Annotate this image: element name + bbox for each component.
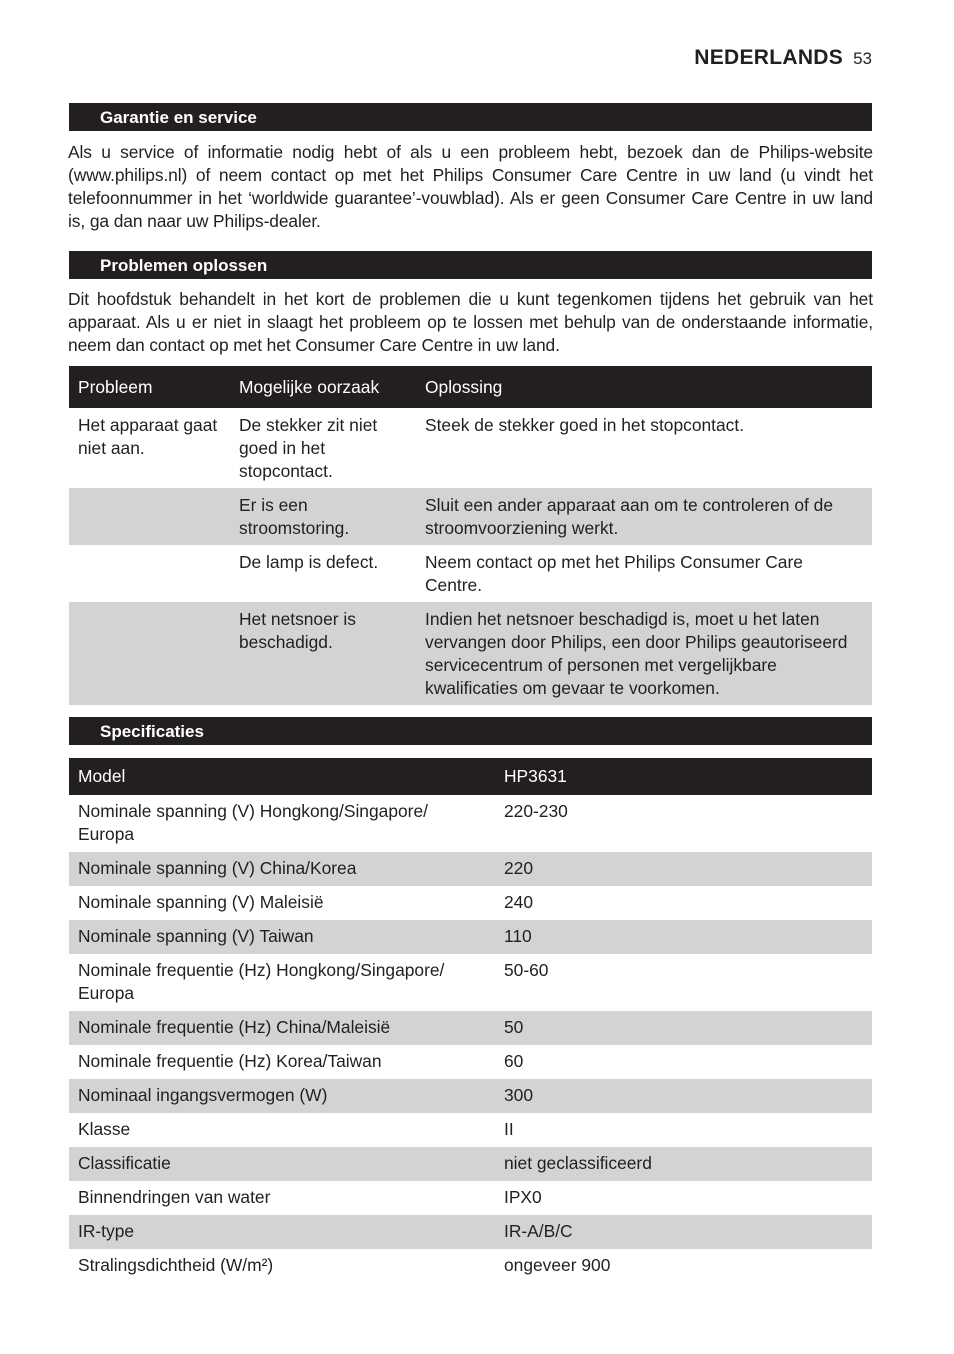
spec-value: 110 bbox=[495, 920, 872, 954]
spec-value: ongeveer 900 bbox=[504, 1255, 611, 1275]
table-row bbox=[69, 1249, 872, 1283]
spec-label: Classificatie bbox=[69, 1147, 495, 1181]
spec-label: IR-type bbox=[69, 1215, 495, 1249]
table-header-row bbox=[69, 758, 872, 795]
spec-value: 220-230 bbox=[504, 801, 568, 821]
troubleshooting-paragraph: Dit hoofdstuk behandelt in het kort de problemen die u kunt tegenkomen tijdens het gebruik van het apparaat. Als u er niet in slaagt het probleem op te lossen met behulp van de onderstaande informatie, neem dan contact op met het Consumer Care Centre in uw land. bbox=[68, 289, 873, 355]
cause-cell: Er is een stroomstoring. bbox=[230, 488, 416, 545]
table-row bbox=[69, 1215, 872, 1249]
table-row bbox=[69, 920, 872, 954]
spec-value: IR-A/B/C bbox=[495, 1215, 872, 1249]
table-row bbox=[69, 1113, 872, 1147]
spec-label: Nominale frequentie (Hz) China/Maleisië bbox=[69, 1011, 495, 1045]
solution-cell: Indien het netsnoer beschadigd is, moet u het laten vervangen door Philips, een door Philips geautoriseerd servicecentrum of personen met vergelijkbare kwalificaties om gevaar te voorkomen. bbox=[416, 602, 872, 705]
table-row bbox=[69, 954, 872, 1011]
column-header: Mogelijke oorzaak bbox=[230, 366, 416, 408]
cause-cell: De stekker zit niet goed in het stopcontact. bbox=[239, 415, 378, 481]
table-row bbox=[69, 1181, 872, 1215]
spec-value: IPX0 bbox=[504, 1187, 542, 1207]
table-row bbox=[69, 852, 872, 886]
spec-value: 50 bbox=[495, 1011, 872, 1045]
table-row bbox=[69, 1045, 872, 1079]
solution-cell: Neem contact op met het Philips Consumer Care Centre. bbox=[425, 552, 803, 595]
spec-label: Binnendringen van water bbox=[78, 1187, 271, 1207]
problem-cell bbox=[69, 545, 230, 602]
table-row bbox=[69, 1147, 872, 1181]
spec-value: 50-60 bbox=[504, 960, 549, 980]
spec-value: 240 bbox=[504, 892, 534, 912]
spec-label: Klasse bbox=[78, 1119, 131, 1139]
spec-label: Nominale spanning (V) Taiwan bbox=[69, 920, 495, 954]
specifications-table bbox=[69, 758, 872, 1283]
problem-cell bbox=[69, 602, 230, 705]
spec-label: Nominale spanning (V) China/Korea bbox=[69, 852, 495, 886]
spec-value: niet geclassificeerd bbox=[495, 1147, 872, 1181]
solution-cell: Steek de stekker goed in het stopcontact. bbox=[425, 415, 745, 435]
spec-label: Nominale frequentie (Hz) Hongkong/Singapore/ Europa bbox=[78, 960, 445, 1003]
spec-label: Nominaal ingangsvermogen (W) bbox=[69, 1079, 495, 1113]
spec-label: Stralingsdichtheid (W/m²) bbox=[78, 1255, 274, 1275]
table-row bbox=[69, 545, 872, 602]
table-row bbox=[69, 886, 872, 920]
spec-label: Nominale frequentie (Hz) Korea/Taiwan bbox=[78, 1051, 382, 1071]
warranty-paragraph: Als u service of informatie nodig hebt of als u een probleem hebt, bezoek dan de Philips-website (www.philips.nl) of neem contact op met het Philips Consumer Care Centre in uw land (u vindt het telefoonnummer in het ‘worldwide guarantee’-vouwblad). Als er geen Consumer Care Centre in uw land is, ga dan naar uw Philips-dealer. bbox=[68, 142, 873, 231]
table-row bbox=[69, 795, 872, 852]
column-header: HP3631 bbox=[495, 758, 872, 795]
troubleshooting-table bbox=[69, 366, 872, 705]
table-row bbox=[69, 602, 872, 705]
cause-cell: Het netsnoer is beschadigd. bbox=[230, 602, 416, 705]
spec-value: 220 bbox=[495, 852, 872, 886]
solution-cell: Sluit een ander apparaat aan om te controleren of de stroomvoorziening werkt. bbox=[416, 488, 872, 545]
spec-value: 60 bbox=[504, 1051, 524, 1071]
language-label: NEDERLANDS bbox=[694, 46, 844, 69]
section-title-warranty: Garantie en service bbox=[69, 103, 872, 131]
spec-value: II bbox=[504, 1119, 514, 1139]
column-header: Model bbox=[69, 758, 495, 795]
table-row bbox=[69, 1011, 872, 1045]
spec-value: 300 bbox=[495, 1079, 872, 1113]
table-row bbox=[69, 1079, 872, 1113]
table-row bbox=[69, 408, 872, 488]
page-number: 53 bbox=[853, 49, 872, 68]
problem-cell: Het apparaat gaat niet aan. bbox=[78, 415, 218, 458]
problem-cell bbox=[69, 488, 230, 545]
column-header: Oplossing bbox=[416, 366, 872, 408]
section-title-troubleshooting: Problemen oplossen bbox=[69, 251, 872, 279]
spec-label: Nominale spanning (V) Maleisië bbox=[78, 892, 324, 912]
column-header: Probleem bbox=[69, 366, 230, 408]
spec-label: Nominale spanning (V) Hongkong/Singapore/ Europa bbox=[78, 801, 428, 844]
section-title-specs: Specificaties bbox=[69, 717, 872, 745]
table-header-row bbox=[69, 366, 872, 408]
cause-cell: De lamp is defect. bbox=[239, 552, 379, 572]
page-header bbox=[694, 46, 872, 70]
table-row bbox=[69, 488, 872, 545]
